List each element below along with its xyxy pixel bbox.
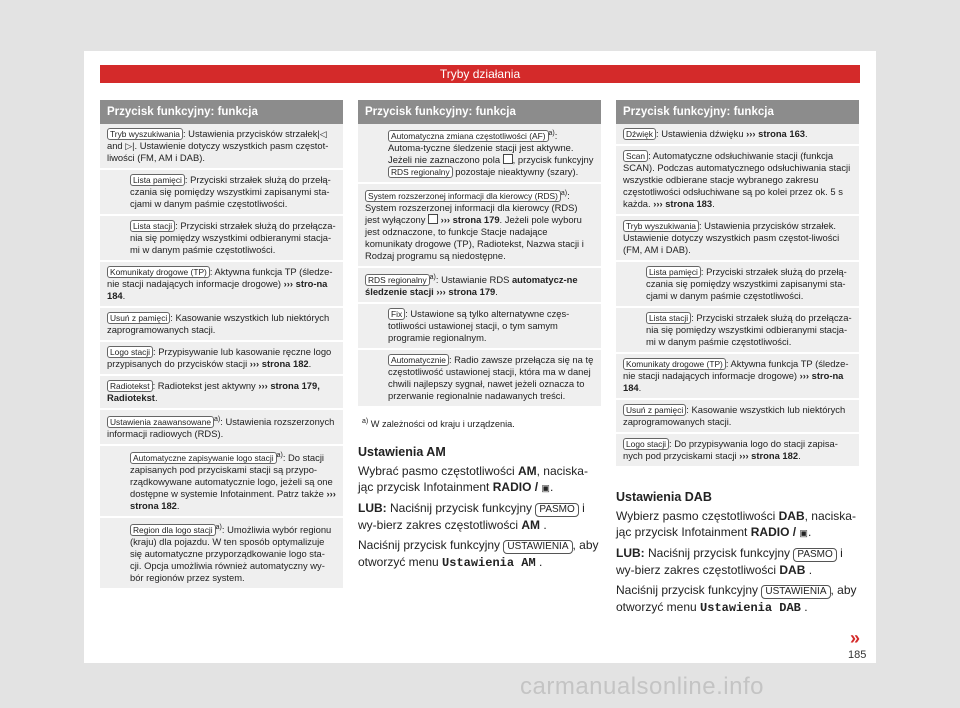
row-text: : Aktywna funkcja TP (śledze-nie stacji nadających informacje drogowe) xyxy=(107,266,333,289)
row-text: : System rozszerzonej informacji dla kierowcy (RDS) jest wyłączony xyxy=(365,190,578,226)
footnote-ref: a) xyxy=(214,416,221,423)
function-key[interactable]: Radiotekst xyxy=(107,380,153,392)
function-key[interactable]: Logo stacji xyxy=(107,346,153,358)
media-icon: ▣ xyxy=(799,528,808,538)
table-row xyxy=(616,124,859,146)
row-text: : Kasowanie wszystkich lub niektórych zaprogramowanych stacji. xyxy=(107,312,330,335)
function-table-3 xyxy=(616,100,859,616)
row-text: . xyxy=(154,392,158,403)
table-row xyxy=(100,410,343,446)
dab-para-2: LUB: Naciśnij przycisk funkcyjny PASMO i wy-bierz zakres częstotliwości DAB . xyxy=(616,546,843,577)
function-key[interactable]: Fix xyxy=(388,308,405,320)
function-key[interactable]: Tryb wyszukiwania xyxy=(107,128,183,140)
function-key[interactable]: Automatyczna zmiana częstotliwości (AF) xyxy=(388,130,549,142)
row-text: : Przypisywanie lub kasowanie ręczne logo przypisanych do przycisków stacji xyxy=(107,346,332,369)
table-row xyxy=(100,308,343,342)
dab-heading: Ustawienia DAB xyxy=(616,490,712,504)
row-bold: automatycz-ne śledzenie stacji xyxy=(365,274,578,298)
row-text: . xyxy=(495,286,498,298)
table-row xyxy=(358,304,601,350)
row-text: : Automa-tyczne śledzenie stacji jest aktywne. Jeżeli nie zaznaczono pola xyxy=(388,130,574,166)
page-reference: ››› strona 182 xyxy=(247,358,309,369)
row-text: . Jeżeli pole wyboru xyxy=(499,214,582,226)
am-heading: Ustawienia AM xyxy=(358,445,446,460)
function-table-1 xyxy=(100,100,343,590)
footnote-ref: a) xyxy=(548,130,555,137)
page-reference: ››› strona 183 xyxy=(650,198,713,209)
continue-chevron-icon: » xyxy=(850,628,861,648)
am-para-2: LUB: Naciśnij przycisk funkcyjny PASMO i wy-bierz zakres częstotliwości AM . xyxy=(358,501,585,533)
row-text: : Ustawienia przycisków strzałek xyxy=(182,128,318,139)
row-text: : Ustawienia rozszerzonych informacji radiowych (RDS). xyxy=(107,416,335,440)
row-text: : Kasowanie wszystkich lub niektórych zaprogramowanych stacji. xyxy=(623,404,846,427)
page-reference: ››› strona 179, Radiotekst xyxy=(107,380,320,403)
am-para-3: Naciśnij przycisk funkcyjny USTAWIENIA , aby otworzyć menu Ustawienia AM . xyxy=(358,538,599,571)
table-row xyxy=(100,124,343,170)
pasmo-button[interactable]: PASMO xyxy=(793,548,836,562)
row-text: . xyxy=(122,290,126,301)
function-key[interactable]: Lista stacji xyxy=(130,220,175,232)
row-text: : Ustawione są tylko alternatywne częs-totliwości ustawionej stacji, o tym samym programie regionalnym. xyxy=(388,308,570,344)
row-text: . xyxy=(308,358,312,369)
table-row xyxy=(100,262,343,308)
row-text: : Umożliwia wybór regionu (kraju) dla pojazdu. W ten sposób optymalizuje się automatyczne przyporządkowanie logo sta-cji. Opcja umożliwia również automatyczny wy-bór regionów przez system. xyxy=(130,524,332,584)
row-text: : Radiotekst jest aktywny xyxy=(152,380,256,391)
function-key[interactable]: Usuń z pamięci xyxy=(107,312,170,324)
function-table-2 xyxy=(358,100,601,571)
footnote: $^{a)}$ W zależności od kraju i urządzenia. xyxy=(362,418,515,430)
row-text: : Przyciski strzałek służą do przełącza-nia się pomiędzy wszystkimi odbieranymi stacja-mi w danym paśmie częstotliwości. xyxy=(646,312,852,347)
table-row xyxy=(358,350,601,408)
function-key[interactable]: Automatyczne zapisywanie logo stacji xyxy=(130,452,277,464)
row-text: : Do stacji zapisanych pod przyciskami stacji są przypo-rządkowywane automatycznie logo, jeżeli są one dostępne w systemie Infotainment. Patrz także xyxy=(130,452,333,500)
function-key[interactable]: Region dla logo stacji xyxy=(130,524,216,536)
table-row xyxy=(100,376,343,410)
row-text: : Aktywna funkcja TP (śledze-nie stacji nadających informacje drogowe) xyxy=(623,358,849,381)
table-row xyxy=(616,262,859,308)
row-text: : Do przypisywania logo do stacji zapisa-nych pod przyciskami stacji xyxy=(623,438,838,461)
row-text: . xyxy=(798,450,801,461)
table-row xyxy=(100,216,343,262)
table-row xyxy=(100,518,343,590)
function-key[interactable]: Lista stacji xyxy=(646,312,691,324)
function-key[interactable]: Komunikaty drogowe (TP) xyxy=(623,358,726,370)
table-title: Przycisk funkcyjny: funkcja xyxy=(358,100,601,124)
row-text: : Ustawienia przycisków strzałek xyxy=(698,220,834,231)
row-text: : Przyciski strzałek służą do przełą-czania się pomiędzy wszystkimi zapisanymi sta-cjami w danym paśmie częstotliwości. xyxy=(130,174,331,209)
row-text: : Radio zawsze przełącza się na tę częstotliwość ustawionej stacji, która ma w danej chwili najlepszy sygnał, nawet jeżeli oznacza to przerwanie regionalnie nadawanych treści. xyxy=(388,354,594,402)
page-header: Tryby działania xyxy=(100,65,860,83)
table-row xyxy=(616,400,859,434)
function-key[interactable]: Usuń z pamięci xyxy=(623,404,686,416)
pasmo-button[interactable]: PASMO xyxy=(535,503,578,517)
row-text: , przycisk funkcyjny xyxy=(512,154,594,166)
dab-para-3: Naciśnij przycisk funkcyjny USTAWIENIA , aby otworzyć menu Ustawienia DAB . xyxy=(616,583,857,615)
table-row xyxy=(358,268,601,304)
row-text: . Ustawienie dotyczy wszystkich pasm częstot-liwości (FM, AM i DAB). xyxy=(107,140,329,163)
prev-arrow-icon: |◁ xyxy=(317,129,327,139)
checkbox-icon xyxy=(503,154,513,164)
function-key[interactable]: RDS regionalny xyxy=(365,274,430,286)
checkbox-icon xyxy=(428,214,438,224)
table-row xyxy=(616,354,859,400)
table-row xyxy=(616,308,859,354)
table-row xyxy=(100,170,343,216)
row-text: . xyxy=(805,128,808,139)
row-text: . xyxy=(712,198,715,209)
watermark: carmanualsonline.info xyxy=(520,673,764,700)
function-key[interactable]: Dźwięk xyxy=(623,128,656,140)
row-text: . xyxy=(176,500,180,512)
page-reference: ››› strona 163 xyxy=(743,128,806,139)
row-text: : Przyciski strzałek służą do przełącza-nia się pomiędzy wszystkimi odbieranymi stacja-mi w danym paśmie częstotliwości. xyxy=(130,220,336,255)
table-row xyxy=(616,146,859,216)
media-icon: ▣ xyxy=(541,483,550,494)
row-text: pozostaje nieaktywny (szary). xyxy=(452,166,579,178)
function-key[interactable]: RDS regionalny xyxy=(388,166,453,178)
row-text: . Ustawienie dotyczy wszystkich pasm częstot-liwości (FM, AM i DAB). xyxy=(623,220,840,255)
function-key[interactable]: Komunikaty drogowe (TP) xyxy=(107,266,210,278)
function-key[interactable]: System rozszerzonej informacji dla kierowcy (RDS) xyxy=(365,190,561,202)
row-text: : Automatyczne odsłuchiwanie stacji (funkcja SCAN). Podczas automatycznego odsłuchiwania stacji wszystkie odbierane stacje wybranego zakresu częstotliwości odsłuchiwane są po kolei przez ok. 5 s każda. xyxy=(623,150,851,209)
page-reference: ››› stro-na 184 xyxy=(107,278,328,301)
row-text: . xyxy=(638,382,642,393)
row-text: : Ustawienia dźwięku xyxy=(656,128,744,139)
table-title: Przycisk funkcyjny: funkcja xyxy=(616,100,859,124)
function-key[interactable]: Ustawienia zaawansowane xyxy=(107,416,214,428)
page-reference: ››› strona 182 xyxy=(130,488,336,512)
footnote-ref: a) xyxy=(429,274,436,282)
table-row xyxy=(100,342,343,376)
ustawienia-button[interactable]: USTAWIENIA xyxy=(503,540,572,554)
function-key[interactable]: Logo stacji xyxy=(623,438,669,450)
am-para-1: Wybrać pasmo częstotliwości AM, naciska-jąc przycisk Infotainment RADIO / ▣. xyxy=(358,464,588,495)
row-text: : Przyciski strzałek służą do przełą-czania się pomiędzy wszystkimi zapisanymi sta-cjami w danym paśmie częstotliwości. xyxy=(646,266,847,301)
page-reference: ››› strona 179 xyxy=(433,286,496,298)
ustawienia-button[interactable]: USTAWIENIA xyxy=(761,585,830,599)
table-title: Przycisk funkcyjny: funkcja xyxy=(100,100,343,124)
page-reference: ››› strona 179 xyxy=(438,214,500,226)
dab-para-1: Wybierz pasmo częstotliwości DAB, naciska-jąc przycisk Infotainment RADIO / ▣. xyxy=(616,509,856,539)
footnote-ref: a) xyxy=(215,524,222,532)
page-reference: ››› stro-na 184 xyxy=(623,370,844,393)
footnote-ref: a) xyxy=(560,190,568,198)
function-key[interactable]: Lista pamięci xyxy=(130,174,185,186)
function-key[interactable]: Automatycznie xyxy=(388,354,449,366)
table-row xyxy=(358,124,601,184)
page-reference: ››› strona 182 xyxy=(736,450,799,461)
footnote-ref: a) xyxy=(276,452,283,460)
table-row xyxy=(616,216,859,262)
row-text: : Ustawianie RDS xyxy=(435,274,510,286)
function-key[interactable]: Lista pamięci xyxy=(646,266,701,278)
function-key[interactable]: Scan xyxy=(623,150,648,162)
table-row xyxy=(616,434,859,468)
row-text: and xyxy=(107,140,126,151)
row-text: jest odznaczone, to funkcje Stacje nadające komunikaty drogowe (TP), Radiotekst, Nazwa stacji i Rodzaj programu są niedostępne. xyxy=(365,226,584,262)
function-key[interactable]: Tryb wyszukiwania xyxy=(623,220,699,232)
next-arrow-icon: ▷| xyxy=(125,141,135,151)
table-row xyxy=(358,184,601,268)
table-row xyxy=(100,446,343,518)
page-number: 185 xyxy=(848,649,867,661)
